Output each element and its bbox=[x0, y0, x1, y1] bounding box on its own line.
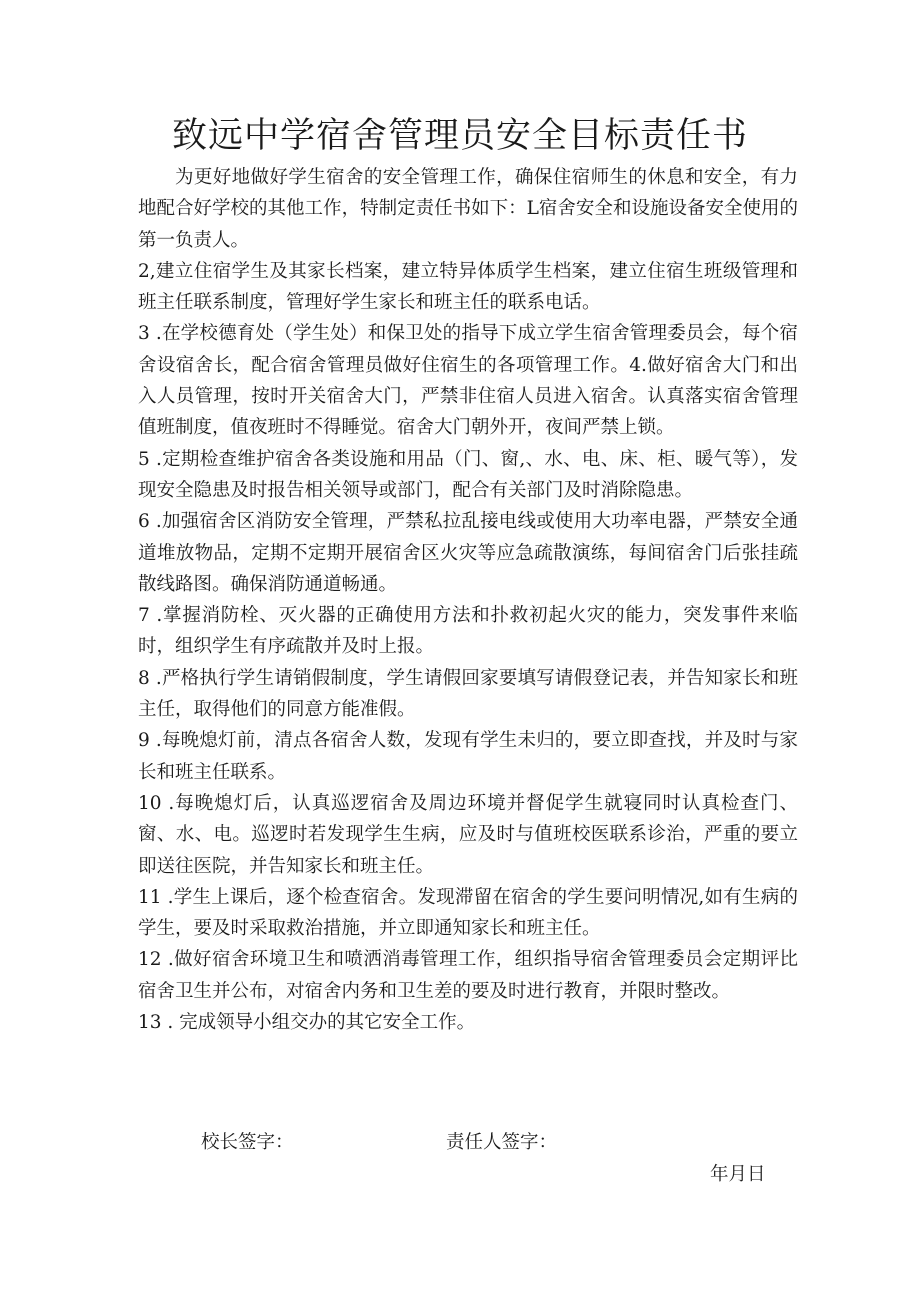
paragraph-item-10: 10 .每晚熄灯后，认真巡逻宿舍及周边环境并督促学生就寝同时认真检查门、窗、水、电。巡逻时若发现学生生病，应及时与值班校医联系诊治，严重的要立即送往医院，并告知家长和班主任。 bbox=[138, 792, 798, 877]
paragraph-item-7: 7 .掌握消防栓、灭火器的正确使用方法和扑救初起火灾的能力，突发事件来临时，组织学生有序疏散并及时上报。 bbox=[138, 605, 798, 658]
document-body bbox=[138, 162, 798, 1038]
principal-signature-label: 校长签字： bbox=[201, 1132, 294, 1153]
paragraph-item-13: 13 . 完成领导小组交办的其它安全工作。 bbox=[138, 1012, 476, 1034]
paragraph-item-5: 5 .定期检查维护宿舍各类设施和用品（门、窗,、水、电、床、柜、暖气等），发现安全隐患及时报告相关领导或部门，配合有关部门及时消除隐患。 bbox=[138, 448, 798, 501]
paragraph-item-2: 2,建立住宿学生及其家长档案，建立特异体质学生档案，建立住宿生班级管理和班主任联系制度，管理好学生家长和班主任的联系电话。 bbox=[138, 260, 798, 314]
document-title: 致远中学宿舍管理员安全目标责任书 bbox=[171, 116, 748, 156]
responsible-signature-label: 责任人签字： bbox=[446, 1132, 558, 1153]
paragraph-item-9: 9 .每晚熄灯前，清点各宿舍人数，发现有学生未归的，要立即查找，并及时与家长和班主任联系。 bbox=[138, 730, 798, 783]
paragraph-item-8: 8 .严格执行学生请销假制度，学生请假回家要填写请假登记表，并告知家长和班主任，取得他们的同意方能准假。 bbox=[138, 667, 798, 721]
paragraph-item-6: 6 .加强宿舍区消防安全管理，严禁私拉乱接电线或使用大功率电器，严禁安全通道堆放物品，定期不定期开展宿舍区火灾等应急疏散演练，每间宿舍门后张挂疏散线路图。确保消防通道畅通。 bbox=[138, 511, 798, 595]
paragraph-item-12: 12 .做好宿舍环境卫生和喷洒消毒管理工作，组织指导宿舍管理委员会定期评比宿舍卫生并公布，对宿舍内务和卫生差的要及时进行教育，并限时整改。 bbox=[138, 949, 798, 1002]
paragraph-item-11: 11 .学生上课后，逐个检查宿舍。发现滞留在宿舍的学生要问明情况,如有生病的学生，要及时采取救治措施，并立即通知家长和班主任。 bbox=[138, 886, 798, 940]
date-label: 年月日 bbox=[710, 1164, 766, 1185]
paragraph-item-3-4: 3 .在学校德育处（学生处）和保卫处的指导下成立学生宿舍管理委员会，每个宿舍设宿舍长，配合宿舍管理员做好住宿生的各项管理工作。4.做好宿舍大门和出入人员管理，按时开关宿舍大门，严禁非住宿人员进入宿舍。认真落实宿舍管理值班制度，值夜班时不得睡觉。宿舍大门朝外开，夜间严禁上锁。 bbox=[138, 323, 798, 439]
paragraph-intro: 为更好地做好学生宿舍的安全管理工作，确保住宿师生的休息和安全，有力地配合好学校的其他工作，特制定责任书如下：L宿舍安全和设施设备安全使用的第一负责人。 bbox=[138, 167, 798, 251]
